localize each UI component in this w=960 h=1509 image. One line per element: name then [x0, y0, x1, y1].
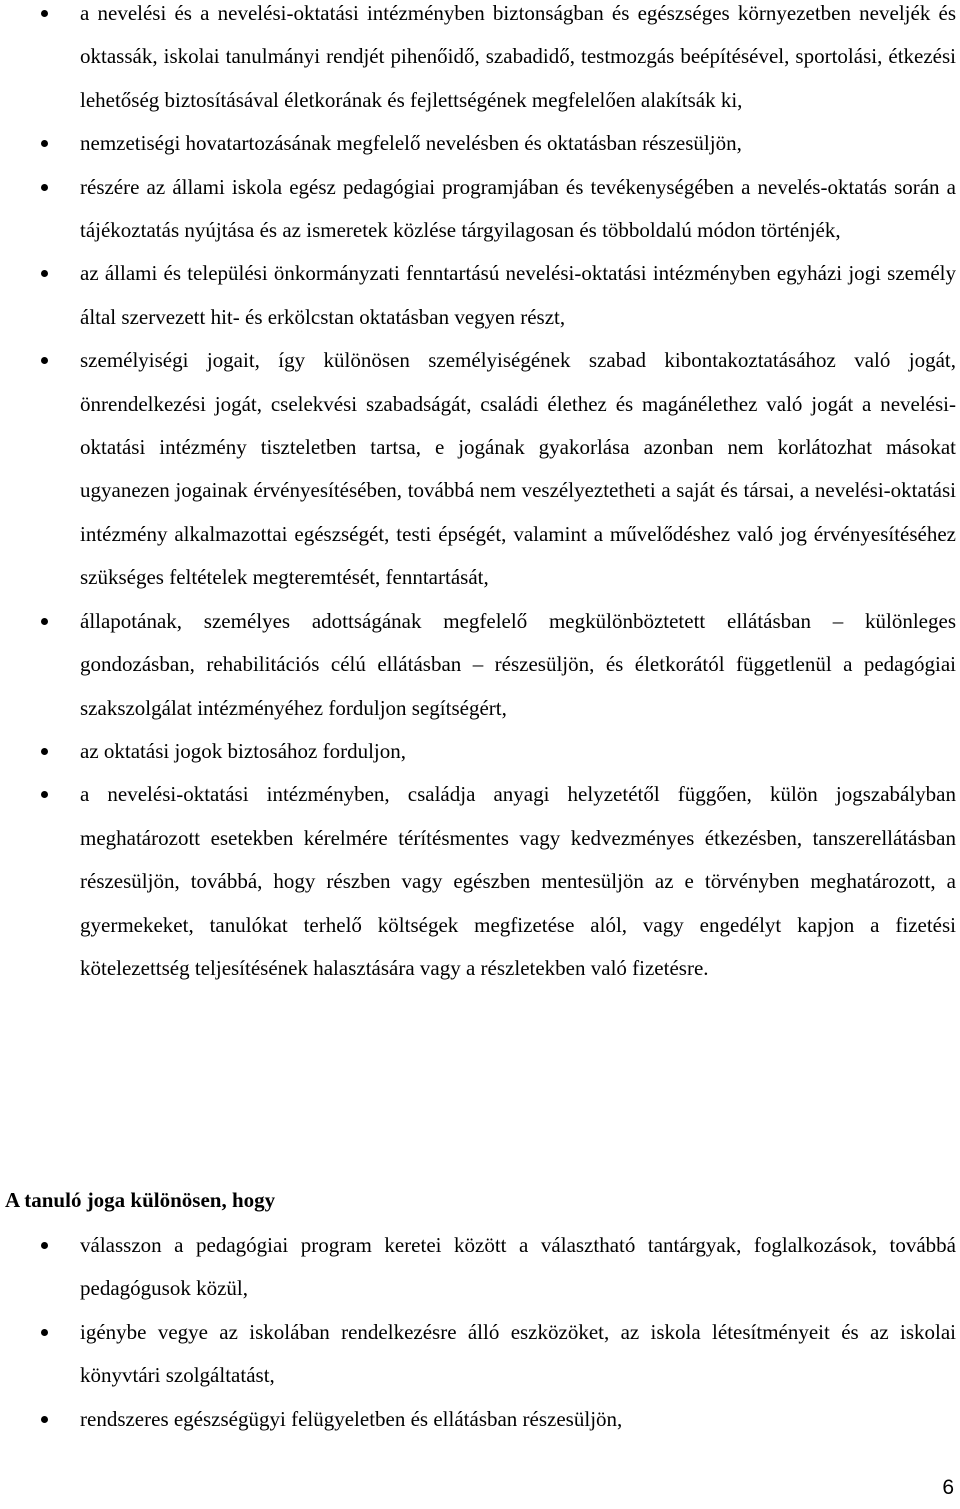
bullet-icon [41, 270, 48, 277]
list-item-text: az oktatási jogok biztosához forduljon, [80, 738, 407, 763]
bullet-icon [41, 1329, 48, 1336]
bullet-icon [41, 1416, 48, 1423]
list-item-text: válasszon a pedagógiai program keretei között a választható tantárgyak, foglalkozások, továbbá pedagógusok közül, [80, 1233, 956, 1301]
list-item [0, 252, 960, 339]
list-item [0, 600, 960, 730]
list-item-text: nemzetiségi hovatartozásának megfelelő nevelésben és oktatásban részesüljön, [80, 131, 742, 156]
bullet-icon [41, 10, 48, 17]
list-item [0, 773, 960, 990]
bullet-icon [41, 1242, 48, 1249]
list-item-text: igénybe vegye az iskolában rendelkezésre álló eszközöket, az iskola létesítményeit és az iskolai könyvtári szolgáltatást, [80, 1319, 956, 1388]
list-item-text: részére az állami iskola egész pedagógiai programjában és tevékenységében a nevelés-oktatás során a tájékoztatás nyújtása és az ismeretek közlése tárgyilagosan és többoldalú módon történjék, [80, 174, 956, 243]
bullet-icon [41, 618, 48, 625]
list-item-text: a nevelési és a nevelési-oktatási intézményben biztonságban és egészséges környezetben neveljék és oktassák, iskolai tanulmányi rendjét pihenőidő, szabadidő, testmozgás beépítésével, sportolási, étkezési lehetőség biztosításával életkorának és fejlettségének megfelelően alakítsák ki, [80, 1, 956, 112]
bullet-icon [41, 184, 48, 191]
list-item-text: személyiségi jogait, így különösen személyiségének szabad kibontakoztatásához való jogát, önrendelkezési jogát, cselekvési szabadságát, családi élethez és magánélethez való jogát a nevelési-oktatási intézmény tiszteletben tartsa, e jogának gyakorlása azonban nem korlátozhat másokat ugyanezen jogainak érvényesítésében, továbbá nem veszélyeztetheti a saját és társai, a nevelési-oktatási intézmény alkalmazottai egészségét, testi épségét, valamint a művelődéshez való jog érvényesítéséhez szükséges feltételek megteremtését, fenntartását, [80, 348, 956, 590]
list-item [0, 166, 960, 253]
list-item-text: rendszeres egészségügyi felügyeletben és ellátásban részesüljön, [80, 1406, 623, 1431]
list-item [0, 1311, 960, 1398]
bullet-icon [41, 748, 48, 755]
list-item [0, 122, 960, 165]
list-item [0, 1224, 960, 1311]
student-rights-list [0, 1224, 960, 1441]
list-item [0, 339, 960, 599]
bullet-icon [41, 791, 48, 798]
list-item [0, 0, 960, 122]
list-item [0, 1398, 960, 1441]
bullet-icon [41, 140, 48, 147]
list-item-text: állapotának, személyes adottságának megfelelő megkülönböztetett ellátásban – különleges gondozásban, rehabilitációs célú ellátásban – részesüljön, és életkorától függetlenül a pedagógiai szakszolgálat intézményéhez forduljon segítségért, [80, 608, 956, 720]
section-heading: A tanuló joga különösen, hogy [5, 1188, 276, 1212]
list-item-text: a nevelési-oktatási intézményben, családja anyagi helyzetétől függően, külön jogszabályban meghatározott esetekben kérelmére térítésmentes vagy kedvezményes étkezésben, tanszerellátásban részesüljön, továbbá, hogy részben vagy egészben mentesüljön az e törvényben meghatározott, a gyermekeket, tanulókat terhelő költségek megfizetése alól, vagy engedélyt kapjon a fizetési kötelezettség teljesítésének halasztására vagy a részletekben való fizetésre. [80, 782, 956, 980]
list-item [0, 730, 960, 773]
bullet-icon [41, 357, 48, 364]
page-number: 6 [942, 1476, 954, 1499]
list-item-text: az állami és települési önkormányzati fenntartású nevelési-oktatási intézményben egyházi jogi személy által szervezett hit- és erkölcstan oktatásban vegyen részt, [80, 261, 956, 329]
